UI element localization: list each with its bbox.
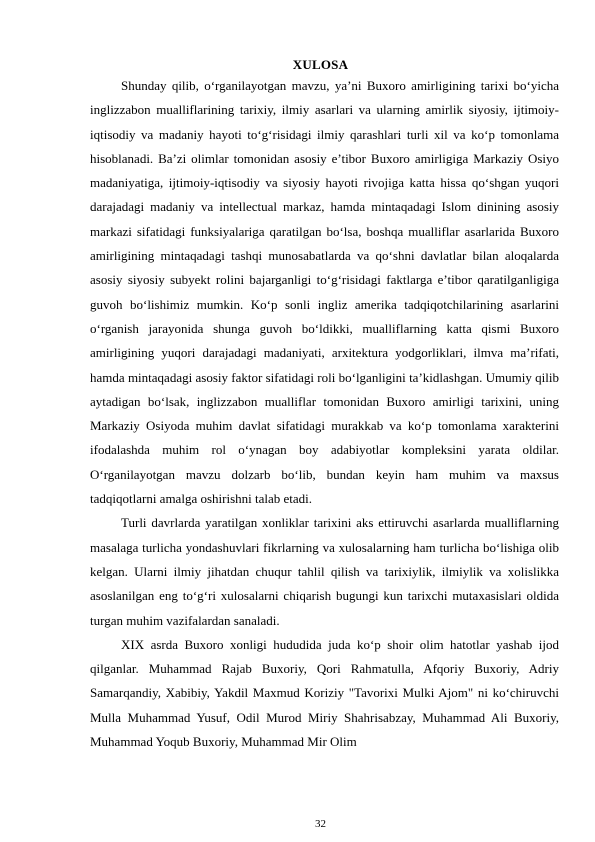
- paragraph-2: Turli davrlarda yaratilgan xonliklar tarixini aks ettiruvchi asarlarda mualliflarning masalaga turlicha yondashuvlari fikrlarning va xulosalarning ham turlicha bo‘lishiga olib kelgan. Ularni ilmiy jihatdan chuqur tahlil qilish va tarixiylik, ilmiylik va xolislikka asoslanilgan eng to‘g‘ri xulosalarni chiqarish bugungi kun tarixchi mutaxasislari oldida turgan muhim vazifalardan sanaladi.: [90, 515, 559, 628]
- paragraph-1: Shunday qilib, o‘rganilayotgan mavzu, ya’ni Buxoro amirligining tarixi bo‘yicha inglizzabon mualliflarining tarixiy, ilmiy asarlari va ularning amirlik siyosiy, ijtimoiy-iqtisodiy va madaniy hayoti to‘g‘risidagi ilmiy qarashlari turli xil va ko‘p tomonlama hisoblanadi. Ba’zi olimlar tomonidan asosiy e’tibor Buxoro amirligiga Markaziy Osiyo madaniyatiga, ijtimoiy-iqtisodiy va siyosiy hayoti rivojiga katta hissa qo‘shgan yuqori darajadagi madaniy va intellectual markaz, hamda mintaqadagi Islom dinining asosiy markazi sifatidagi funksiyalariga qaratilgan bo‘lsa, boshqa mualliflar asarlarida Buxoro amirligining mintaqadagi tashqi munosabatlarda va qo‘shni davlatlar bilan aloqalarda asosiy siyosiy subyekt rolini bajarganligi to‘g‘risidagi faktlarga e’tibor qaratilganligiga guvoh bo‘lishimiz mumkin. Ko‘p sonli ingliz amerika tadqiqotchilarining asarlarini o‘rganish jarayonida shunga guvoh bo‘ldikki, mualliflarning katta qismi Buxoro amirligining yuqori darajadagi madaniyati, arxitektura yodgorliklari, ilmva ma’rifati, hamda mintaqadagi asosiy faktor sifatidagi roli bo‘lganligini ta’kidlashgan. Umumiy qilib aytadigan bo‘lsak, inglizzabon mualliflar tomonidan Buxoro amirligi tarixini, uning Markaziy Osiyoda muhim davlat sifatidagi murakkab va ko‘p tomonlama xarakterini ifodalashda muhim rol o‘ynagan boy adabiyotlar kompleksini yarata oldilar. O‘rganilayotgan mavzu dolzarb bo‘lib, bundan keyin ham muhim va maxsus tadqiqotlarni amalga oshirishni talab etadi.: [90, 78, 559, 507]
- section-title: XULOSA: [292, 57, 349, 72]
- page-number: 32: [315, 818, 326, 830]
- body-text: [90, 74, 559, 754]
- paragraph-3: XIX asrda Buxoro xonligi hududida juda ko‘p shoir olim hatotlar yashab ijod qilganlar. Muhammad Rajab Buxoriy, Qori Rahmatulla, Afqoriy Buxoriy, Adriy Samarqandiy, Xabibiy, Yakdil Maxmud Koriziy "Tavorixi Mulki Ajom" ni ko‘chiruvchi Mulla Muhammad Yusuf, Odil Murod Miriy Shahrisabzay, Muhammad Ali Buxoriy, Muhammad Yoqub Buxoriy, Muhammad Mir Olim: [90, 636, 559, 750]
